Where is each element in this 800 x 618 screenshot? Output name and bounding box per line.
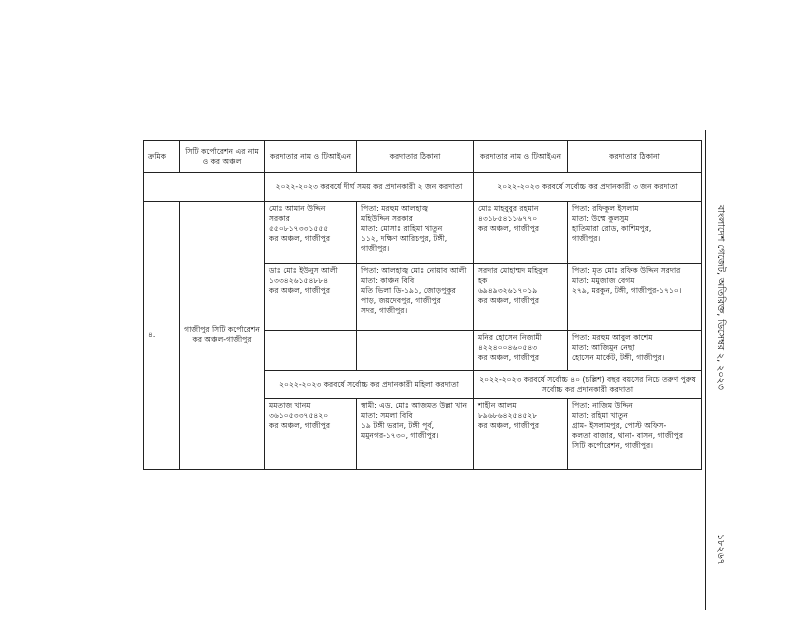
gazette-title: বাংলাদেশ গেজেট, অতিরিক্ত, ডিসেম্বর ২, ২০২৩	[715, 205, 726, 390]
col-address-b: করদাতার ঠিকানা	[568, 141, 702, 173]
section-highest: ২০২২-২০২৩ করবর্ষে সর্বোচ্চ কর প্রদানকারী ৩ জন করদাতা	[474, 173, 702, 201]
serial-cell: ৪.	[144, 201, 180, 469]
taxpayer-address-cell: পিতা: মৃত মোঃ রফিক উদ্দিন সরদার মাতা: মমুজাজ বেগম ২৭৯, মরকুন, টঙ্গী, গাজীপুর-১৭১০।	[568, 264, 702, 331]
taxpayer-name-cell: ডাঃ মোঃ ইউনুস আলী ১৩৩৪২৬১৫৪৮৮৪ কর অঞ্চল, গাজীপুর	[265, 264, 357, 331]
col-address-a: করদাতার ঠিকানা	[357, 141, 474, 173]
col-name-b: করদাতার নাম ও টিআইএন	[474, 141, 568, 173]
taxpayer-name-cell: মোঃ মাহবুবুর রহমান ৪৩১৮৫৪১১৬৭৭০ কর অঞ্চল, গাজীপুর	[474, 201, 568, 264]
col-name-a: করদাতার নাম ও টিআইএন	[265, 141, 357, 173]
taxpayer-address-cell: পিতা: মরহুম আবুল কাশেম মাতা: আজিমুন নেছা হোসেন মার্কেট, টঙ্গী, গাজীপুর।	[568, 330, 702, 370]
table-row	[144, 201, 702, 264]
taxpayer-name-cell: শাহীন আলম ৮৯৬৮৬৪২৫৪৫২৮ কর অঞ্চল, গাজীপুর	[474, 399, 568, 470]
running-header	[709, 205, 729, 565]
header-row	[144, 141, 702, 173]
col-city: সিটি কর্পোরেশন এর নাম ও কর অঞ্চল	[180, 141, 265, 173]
header-rule	[705, 130, 706, 610]
taxpayer-name-cell: সরদার মোহাম্মদ মহিবুল হক ৬৯৪৯৩২৬১৭০১৯ কর অঞ্চল, গাজীপুর	[474, 264, 568, 331]
blank-cell	[144, 173, 265, 201]
page-number: ১৮২৬৭	[715, 534, 726, 565]
taxpayer-name-cell: মোঃ আমান উদ্দিন সরকার ৫৫০৮১৭৩৩১৫৫৫ কর অঞ্চল, গাজীপুর	[265, 201, 357, 264]
section-young: ২০২২-২০২৩ করবর্ষে সর্বোচ্চ ৪০ (চল্লিশ) বছর বয়সের নিচে তরুণ পুরুষ সর্বোচ্চ কর প্রদানকারী করদাতা	[474, 371, 702, 399]
taxpayer-name-cell: মমতাজ খানম ৩৬১০৫৩৩৭৫৪২০ কর অঞ্চল, গাজীপুর	[265, 399, 357, 470]
empty-cell	[265, 330, 357, 370]
col-serial: ক্রমিক	[144, 141, 180, 173]
taxpayer-address-cell: পিতা: আলহাজ্ব মোঃ নোয়াব আলী মাতা: কাঞ্চন বিবি মতি ভিলা ডি-১৯১, জোড়পুকুর পাড়, জয়দেবপুর, গাজীপুর সদর, গাজীপুর।	[357, 264, 474, 331]
taxpayer-name-cell: মনির হোসেন নিজামী ৪২২৪০০৪৬০৫৪৩ কর অঞ্চল, গাজীপুর	[474, 330, 568, 370]
taxpayer-address-cell: পিতা: নাজিম উদ্দিন মাতা: রহিমা খাতুন গ্রাম- ইসলামপুর, পোস্ট অফিস- কলতা বাজার, থানা- বাসন, গাজীপুর সিটি কর্পোরেশন, গাজীপুর।	[568, 399, 702, 470]
taxpayer-address-cell: পিতা: মরহুম আলহাজ্ব মহিউদ্দিন সরকার মাতা: মোসাঃ রাহিমা খাতুন ১১২, দক্ষিণ আরিচপুর, টঙ্গী, গাজীপুর।	[357, 201, 474, 264]
city-cell: গাজীপুর সিটি কর্পোরেশন কর অঞ্চল-গাজীপুর	[180, 201, 265, 469]
section-female: ২০২২-২০২৩ করবর্ষে সর্বোচ্চ কর প্রদানকারী মহিলা করদাতা	[265, 371, 474, 399]
taxpayer-address-cell: পিতা: রফিকুল ইসলাম মাতা: উম্মে কুলসুম হাতিমারা রোড, কাশিমপুর, গাজীপুর।	[568, 201, 702, 264]
section-longterm: ২০২২-২০২৩ করবর্ষে দীর্ঘ সময় কর প্রদানকারী ২ জন করদাতা	[265, 173, 474, 201]
empty-cell	[357, 330, 474, 370]
taxpayer-table	[143, 140, 702, 470]
section-row	[144, 173, 702, 201]
taxpayer-address-cell: স্বামী: এড. মোঃ আজমত উল্লা খান মাতা: সমলা বিবি ১৯ টঙ্গী ভরান, টঙ্গী পূর্ব, মমুনগর-১৭৩০, গাজীপুর।	[357, 399, 474, 470]
